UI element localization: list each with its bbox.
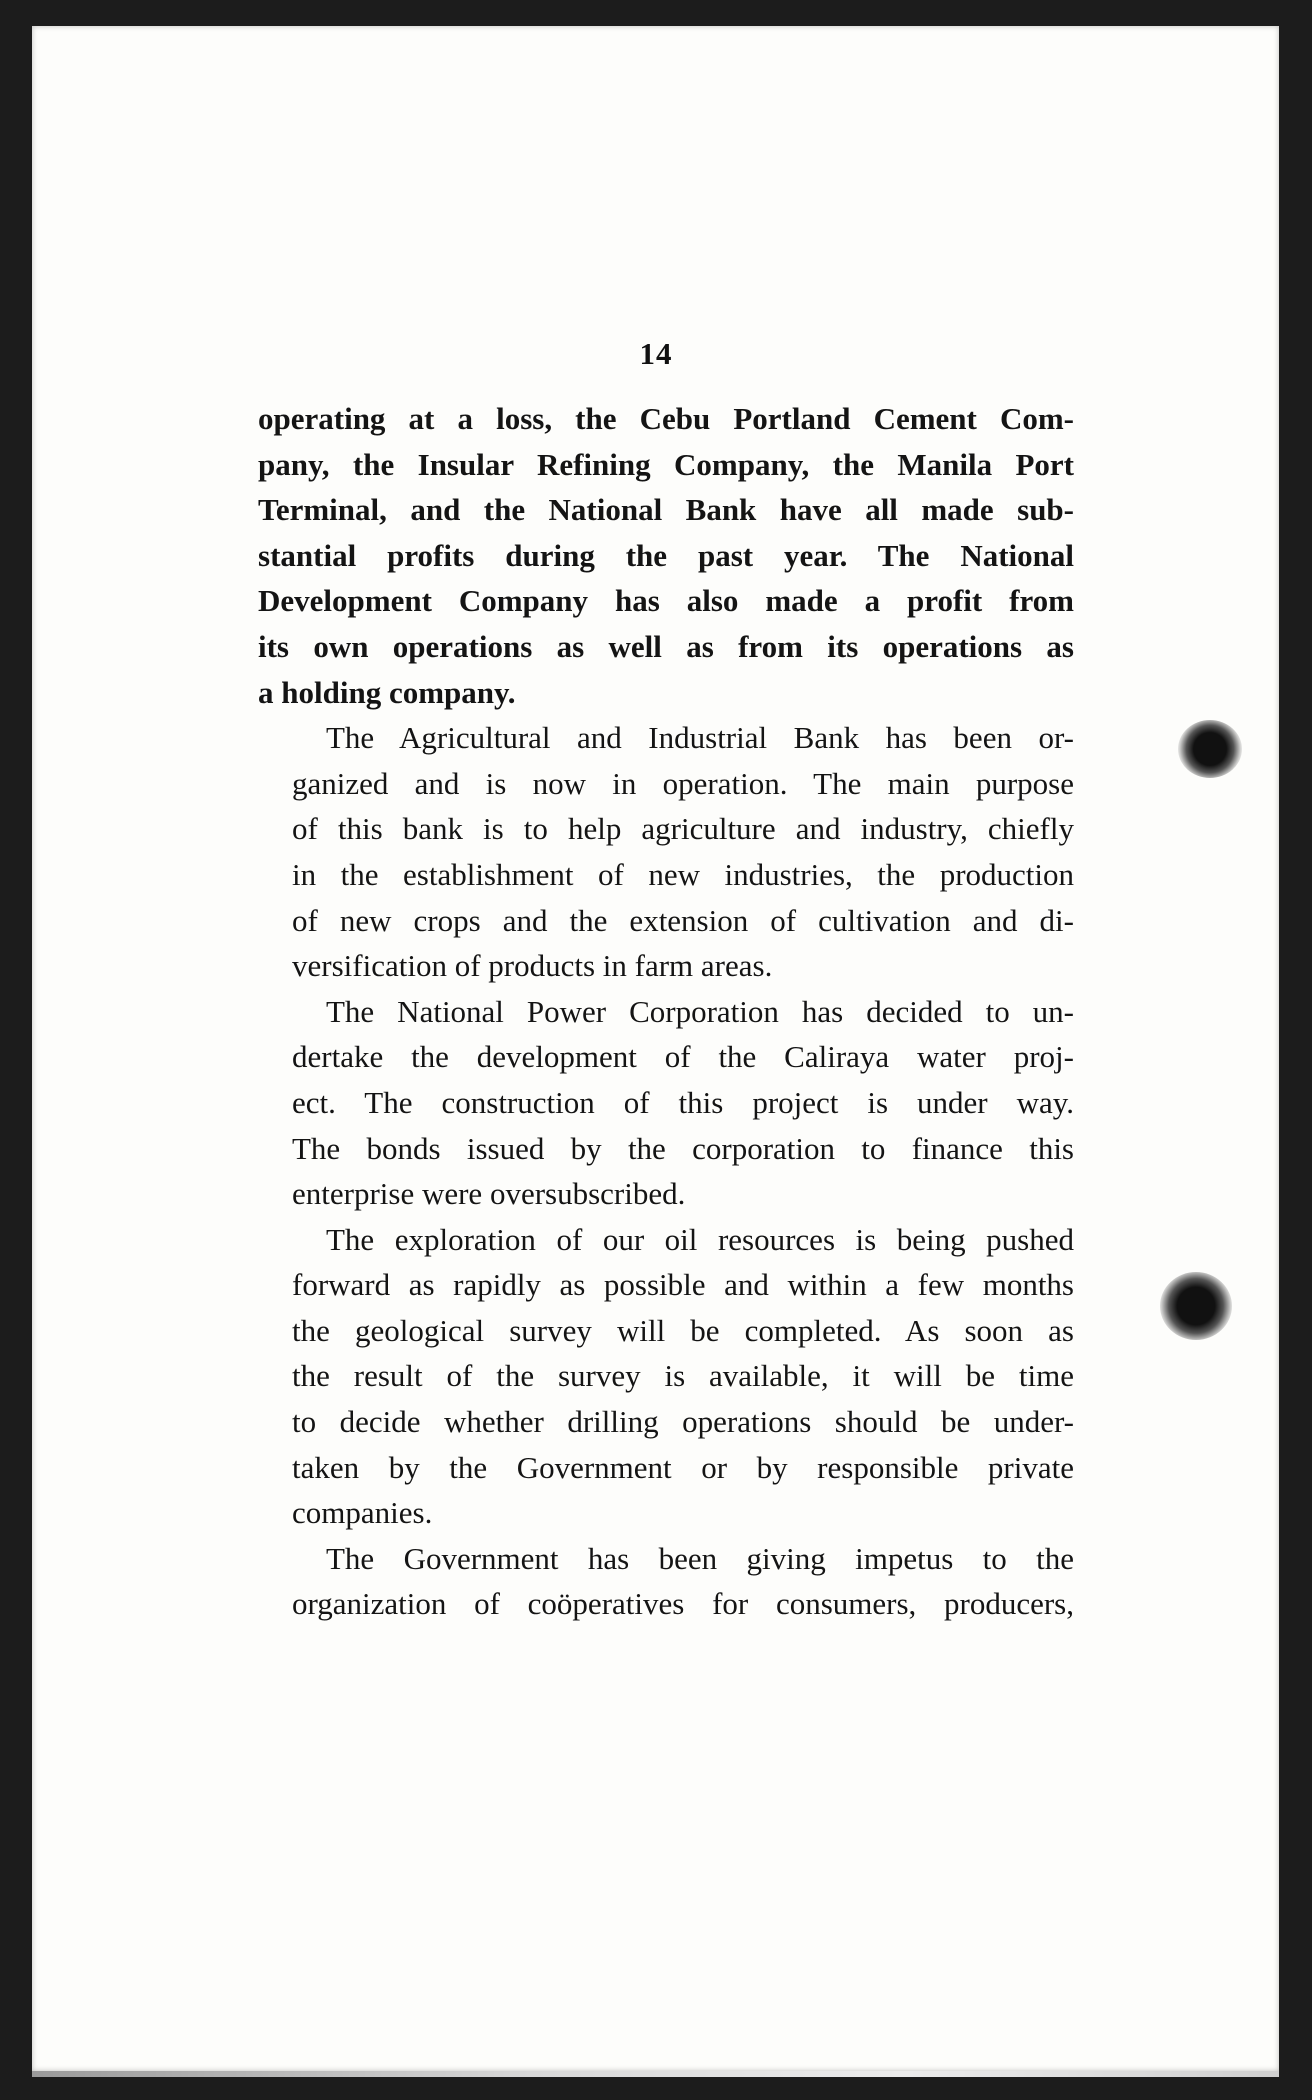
- text-line: The National Power Corporation has decided to un-: [326, 993, 1074, 1029]
- paragraph-agricultural-bank: [258, 715, 1074, 989]
- paragraph-cooperatives: [258, 1536, 1074, 1627]
- text-line: Development Company has also made a profit from: [258, 583, 1074, 619]
- punch-hole-mark: [1178, 720, 1242, 778]
- text-line: operating at a loss, the Cebu Portland Cement Com-: [258, 401, 1074, 436]
- text-line: of this bank is to help agriculture and industry, chiefly: [292, 811, 1074, 847]
- text-line: a holding company.: [258, 674, 516, 710]
- text-line: ganized and is now in operation. The main purpose: [292, 765, 1074, 801]
- text-line: its own operations as well as from its operations as: [258, 628, 1074, 664]
- text-line: Terminal, and the National Bank have all made sub-: [258, 492, 1074, 528]
- text-line: of new crops and the extension of cultivation and di-: [292, 902, 1074, 938]
- text-line: enterprise were oversubscribed.: [292, 1176, 686, 1212]
- text-line: organization of coöperatives for consumers, producers,: [292, 1586, 1074, 1622]
- text-line: to decide whether drilling operations should be under-: [292, 1404, 1074, 1440]
- text-line: companies.: [292, 1495, 433, 1531]
- page-number: 14: [639, 336, 673, 371]
- text-line: The bonds issued by the corporation to finance this: [292, 1130, 1074, 1166]
- paragraph-oil-exploration: [258, 1217, 1074, 1536]
- text-line: forward as rapidly as possible and within a few months: [292, 1267, 1074, 1303]
- text-line: in the establishment of new industries, the production: [292, 856, 1074, 892]
- text-line: ect. The construction of this project is under way.: [292, 1084, 1074, 1120]
- text-line: The Government has been giving impetus to the: [326, 1540, 1074, 1576]
- text-line: The exploration of our oil resources is being pushed: [326, 1221, 1074, 1257]
- paragraph-power-corporation: [258, 989, 1074, 1217]
- body-text: [258, 396, 1074, 1627]
- text-line: The Agricultural and Industrial Bank has been or-: [326, 720, 1074, 756]
- page-edge-strip: [32, 2071, 1279, 2077]
- text-line: dertake the development of the Caliraya water proj-: [292, 1039, 1074, 1075]
- punch-hole-mark: [1160, 1272, 1232, 1340]
- text-line: pany, the Insular Refining Company, the Manila Port: [258, 446, 1074, 482]
- text-line: the result of the survey is available, it will be time: [292, 1358, 1074, 1394]
- text-line: taken by the Government or by responsible private: [292, 1449, 1074, 1485]
- text-line: the geological survey will be completed. As soon as: [292, 1312, 1074, 1348]
- text-line: stantial profits during the past year. The National: [258, 537, 1074, 573]
- paragraph-state-enterprises: [258, 396, 1074, 715]
- text-line: versification of products in farm areas.: [292, 948, 773, 984]
